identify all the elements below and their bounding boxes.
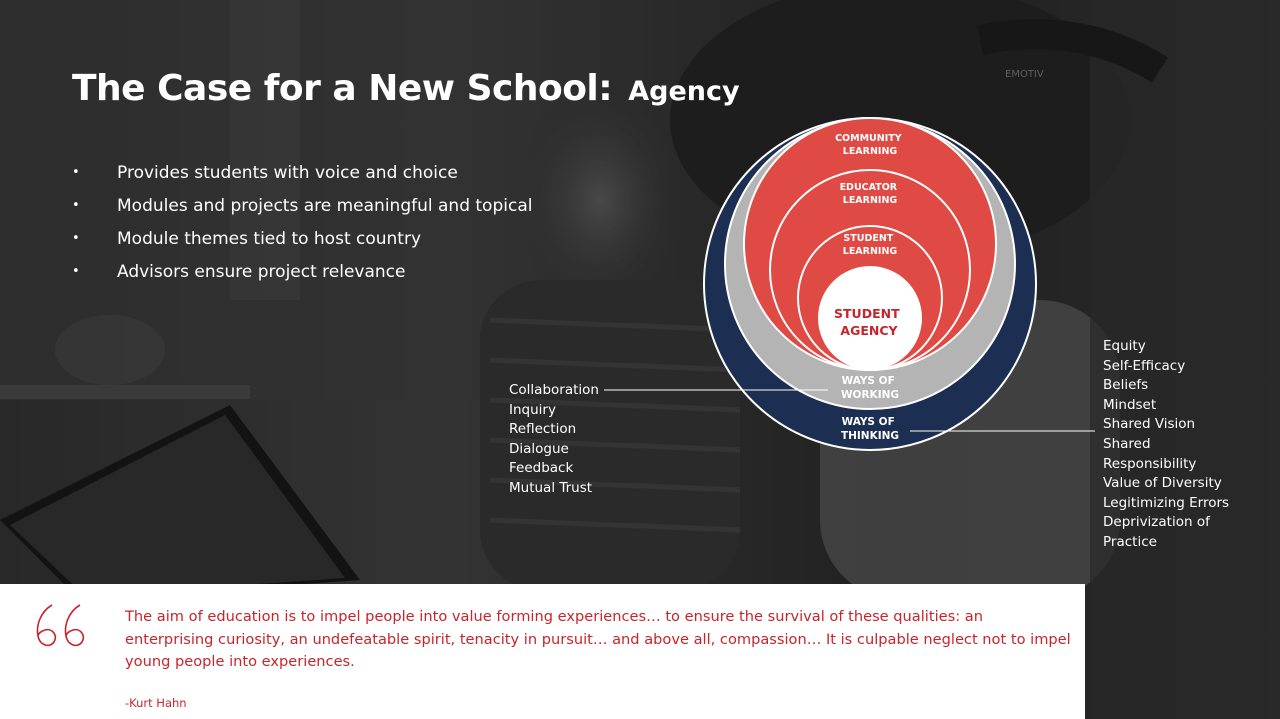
list-item: Legitimizing Errors (1103, 494, 1230, 511)
title-main: The Case for a New School: (72, 68, 613, 109)
ring-label-educator: EDUCATOR LEARNING (839, 182, 898, 206)
list-item: Responsibility (1103, 455, 1197, 472)
list-item: Mutual Trust (509, 479, 593, 496)
list-item: Collaboration (509, 382, 599, 398)
bullet-item: • Provides students with voice and choice (72, 158, 532, 191)
list-item: Shared (1103, 435, 1151, 452)
ways-of-working-label: WAYS OF WORKING (840, 375, 900, 401)
ring-label-student-learning: STUDENT LEARNING (842, 233, 898, 257)
list-item: Shared Vision (1103, 416, 1196, 433)
quote-box (0, 584, 1085, 719)
bullet-item: • Modules and projects are meaningful and topical (72, 191, 532, 224)
list-item: Reflection (509, 421, 577, 438)
list-item: Feedback (509, 460, 574, 477)
list-item: Practice (1103, 533, 1157, 550)
list-item: Mindset (1103, 396, 1157, 413)
center-label: STUDENT AGENCY (834, 306, 900, 338)
ways-of-working-list (509, 381, 599, 499)
ring-label-community: COMMUNITY LEARNING (835, 133, 902, 157)
headset-label: EMOTIV (1005, 69, 1044, 80)
quote-mark-icon (30, 602, 100, 652)
list-item: Deprivization of (1103, 514, 1210, 531)
ways-of-thinking-label: WAYS OF THINKING (840, 416, 900, 442)
list-item: Beliefs (1103, 377, 1149, 394)
ways-of-thinking-list (1103, 337, 1229, 553)
bullet-item: • Module themes tied to host country (72, 224, 532, 257)
list-item: Equity (1103, 338, 1146, 354)
list-item: Self-Efficacy (1103, 357, 1186, 374)
title-sub: Agency (628, 76, 740, 107)
quote-author: -Kurt Hahn (125, 696, 187, 710)
list-item: Value of Diversity (1103, 475, 1222, 492)
quote-text: The aim of education is to impel people into value forming experiences… to ensure the survival of these qualities: an enterprising curiosity, an undefeatable spirit, tenacity in pursuit… and above all, compassion… It is culpable neglect not to impel young people into experiences. (125, 608, 1071, 670)
list-item: Inquiry (509, 401, 556, 418)
bullet-item: • Advisors ensure project relevance (72, 257, 532, 290)
list-item: Dialogue (509, 440, 569, 457)
